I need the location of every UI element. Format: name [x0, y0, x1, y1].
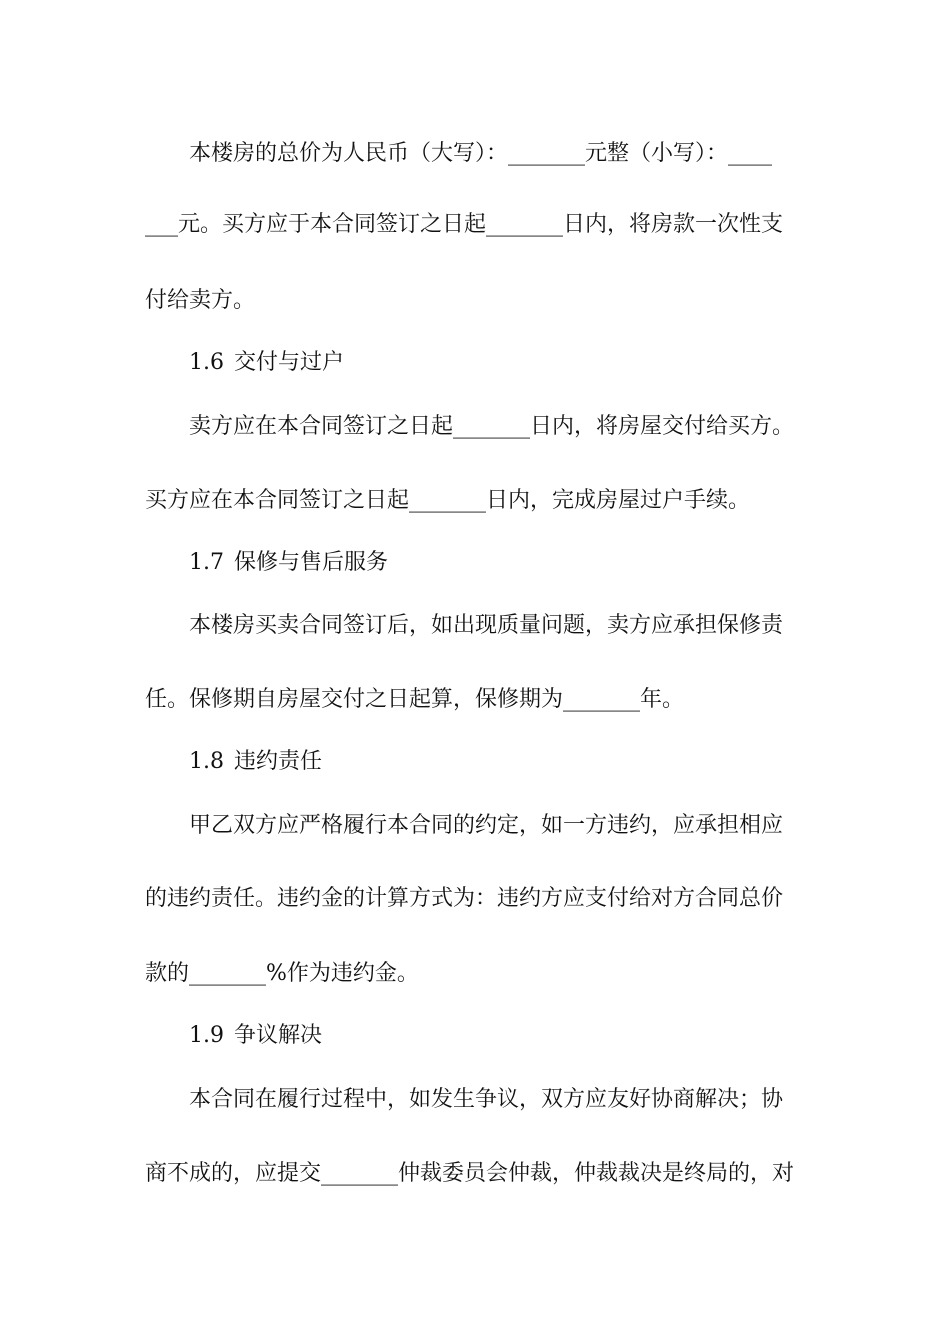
- section-title: 争议解决: [234, 1023, 323, 1048]
- paragraph-line: 卖方应在本合同签订之日起_______日内，将房屋交付给买方。: [189, 414, 795, 439]
- paragraph-line: ___元。买方应于本合同签订之日起_______日内，将房款一次性支: [145, 212, 784, 237]
- paragraph-line: 买方应在本合同签订之日起_______日内，完成房屋过户手续。: [145, 488, 751, 513]
- section-heading-1-9: [189, 1021, 322, 1051]
- section-heading-1-7: [189, 548, 388, 578]
- paragraph-line: 的违约责任。违约金的计算方式为：违约方应支付给对方合同总价: [145, 886, 784, 911]
- paragraph-line: 商不成的，应提交_______仲裁委员会仲裁，仲裁裁决是终局的，对: [145, 1161, 795, 1186]
- paragraph-line: 任。保修期自房屋交付之日起算，保修期为_______年。: [145, 687, 685, 712]
- section-title: 保修与售后服务: [234, 550, 389, 575]
- paragraph-line: 本合同在履行过程中，如发生争议，双方应友好协商解决；协: [189, 1087, 784, 1112]
- section-number: 1.7: [189, 550, 224, 575]
- section-heading-1-6: [189, 348, 344, 378]
- section-title: 交付与过户: [234, 350, 345, 375]
- section-number: 1.9: [189, 1023, 224, 1048]
- paragraph-line: 本楼房的总价为人民币（大写）：_______元整（小写）：____: [189, 141, 773, 166]
- section-number: 1.6: [189, 350, 224, 375]
- paragraph-line: 款的_______%作为违约金。: [145, 961, 419, 986]
- paragraph-line: 付给卖方。: [145, 288, 256, 313]
- paragraph-line: 甲乙双方应严格履行本合同的约定，如一方违约，应承担相应: [189, 813, 784, 838]
- section-number: 1.8: [189, 749, 224, 774]
- paragraph-line: 本楼房买卖合同签订后，如出现质量问题，卖方应承担保修责: [189, 613, 784, 638]
- section-title: 违约责任: [234, 749, 323, 774]
- section-heading-1-8: [189, 747, 322, 777]
